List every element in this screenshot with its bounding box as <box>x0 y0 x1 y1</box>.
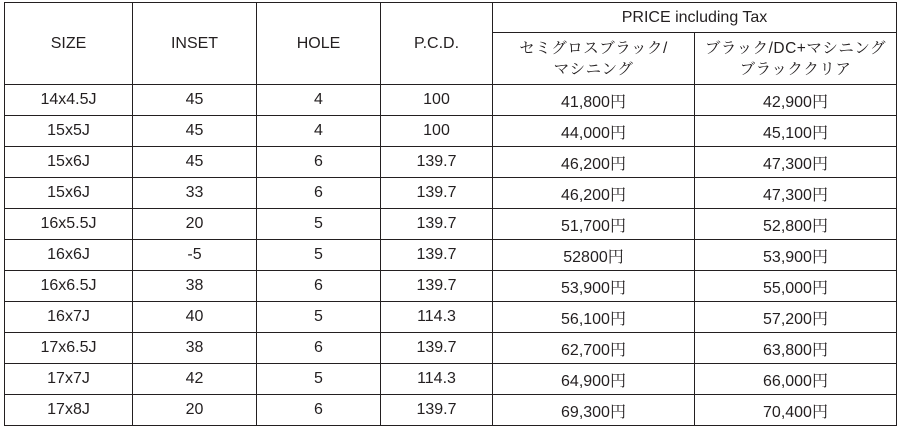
cell-hole: 6 <box>257 333 381 364</box>
cell-price-semigloss: 56,100円 <box>493 302 695 333</box>
cell-price-black-dc: 47,300円 <box>695 147 897 178</box>
cell-hole: 4 <box>257 116 381 147</box>
cell-price-black-dc: 52,800円 <box>695 209 897 240</box>
header-price2-line1: ブラック/DC+マシニング <box>704 39 887 57</box>
cell-size: 15x5J <box>5 116 133 147</box>
header-row-top <box>5 3 897 33</box>
cell-inset: 38 <box>133 271 257 302</box>
cell-hole: 6 <box>257 271 381 302</box>
cell-size: 16x6J <box>5 240 133 271</box>
cell-size: 16x7J <box>5 302 133 333</box>
header-size: SIZE <box>5 3 133 85</box>
cell-pcd: 139.7 <box>381 178 493 209</box>
cell-price-black-dc: 55,000円 <box>695 271 897 302</box>
cell-size: 15x6J <box>5 178 133 209</box>
cell-inset: 20 <box>133 209 257 240</box>
cell-size: 17x7J <box>5 364 133 395</box>
cell-price-black-dc: 42,900円 <box>695 85 897 116</box>
cell-price-black-dc: 47,300円 <box>695 178 897 209</box>
header-price1-line2: マシニング <box>553 60 634 78</box>
cell-inset: 42 <box>133 364 257 395</box>
cell-price-black-dc: 66,000円 <box>695 364 897 395</box>
table-row <box>5 240 897 271</box>
cell-price-semigloss: 46,200円 <box>493 178 695 209</box>
table-header <box>5 3 897 85</box>
header-price-group: PRICE including Tax <box>493 3 897 33</box>
table-row <box>5 271 897 302</box>
header-inset: INSET <box>133 3 257 85</box>
cell-hole: 5 <box>257 209 381 240</box>
cell-price-semigloss: 46,200円 <box>493 147 695 178</box>
cell-inset: 33 <box>133 178 257 209</box>
cell-inset: 20 <box>133 395 257 426</box>
cell-pcd: 100 <box>381 85 493 116</box>
cell-pcd: 100 <box>381 116 493 147</box>
cell-hole: 6 <box>257 178 381 209</box>
table-row <box>5 116 897 147</box>
cell-price-black-dc: 70,400円 <box>695 395 897 426</box>
cell-pcd: 139.7 <box>381 240 493 271</box>
cell-inset: 45 <box>133 116 257 147</box>
cell-size: 15x6J <box>5 147 133 178</box>
cell-pcd: 139.7 <box>381 271 493 302</box>
cell-pcd: 139.7 <box>381 395 493 426</box>
cell-inset: 40 <box>133 302 257 333</box>
header-pcd: P.C.D. <box>381 3 493 85</box>
cell-inset: 38 <box>133 333 257 364</box>
cell-hole: 5 <box>257 364 381 395</box>
cell-pcd: 139.7 <box>381 209 493 240</box>
cell-hole: 6 <box>257 147 381 178</box>
table-row <box>5 85 897 116</box>
header-price2-line2: ブラッククリア <box>739 60 852 78</box>
cell-inset: 45 <box>133 85 257 116</box>
cell-price-semigloss: 53,900円 <box>493 271 695 302</box>
cell-pcd: 114.3 <box>381 364 493 395</box>
cell-size: 17x8J <box>5 395 133 426</box>
cell-pcd: 139.7 <box>381 147 493 178</box>
cell-size: 17x6.5J <box>5 333 133 364</box>
cell-price-semigloss: 64,900円 <box>493 364 695 395</box>
header-price-semigloss-black <box>493 33 695 85</box>
cell-price-black-dc: 57,200円 <box>695 302 897 333</box>
table-row <box>5 302 897 333</box>
header-hole: HOLE <box>257 3 381 85</box>
header-price-black-dc <box>695 33 897 85</box>
cell-price-semigloss: 41,800円 <box>493 85 695 116</box>
table-row <box>5 364 897 395</box>
table-row <box>5 178 897 209</box>
cell-size: 16x6.5J <box>5 271 133 302</box>
cell-price-semigloss: 69,300円 <box>493 395 695 426</box>
cell-inset: 45 <box>133 147 257 178</box>
table-row <box>5 209 897 240</box>
cell-size: 14x4.5J <box>5 85 133 116</box>
table-row <box>5 147 897 178</box>
cell-hole: 6 <box>257 395 381 426</box>
table-body <box>5 85 897 426</box>
cell-price-semigloss: 62,700円 <box>493 333 695 364</box>
cell-pcd: 114.3 <box>381 302 493 333</box>
cell-price-black-dc: 45,100円 <box>695 116 897 147</box>
cell-price-semigloss: 51,700円 <box>493 209 695 240</box>
wheel-spec-price-table <box>4 2 897 426</box>
cell-hole: 5 <box>257 240 381 271</box>
cell-price-black-dc: 63,800円 <box>695 333 897 364</box>
cell-price-semigloss: 52800円 <box>493 240 695 271</box>
cell-price-black-dc: 53,900円 <box>695 240 897 271</box>
cell-pcd: 139.7 <box>381 333 493 364</box>
table-row <box>5 333 897 364</box>
cell-hole: 5 <box>257 302 381 333</box>
table-row <box>5 395 897 426</box>
cell-price-semigloss: 44,000円 <box>493 116 695 147</box>
cell-hole: 4 <box>257 85 381 116</box>
cell-inset: -5 <box>133 240 257 271</box>
header-price1-line1: セミグロスブラック/ <box>519 39 668 57</box>
cell-size: 16x5.5J <box>5 209 133 240</box>
